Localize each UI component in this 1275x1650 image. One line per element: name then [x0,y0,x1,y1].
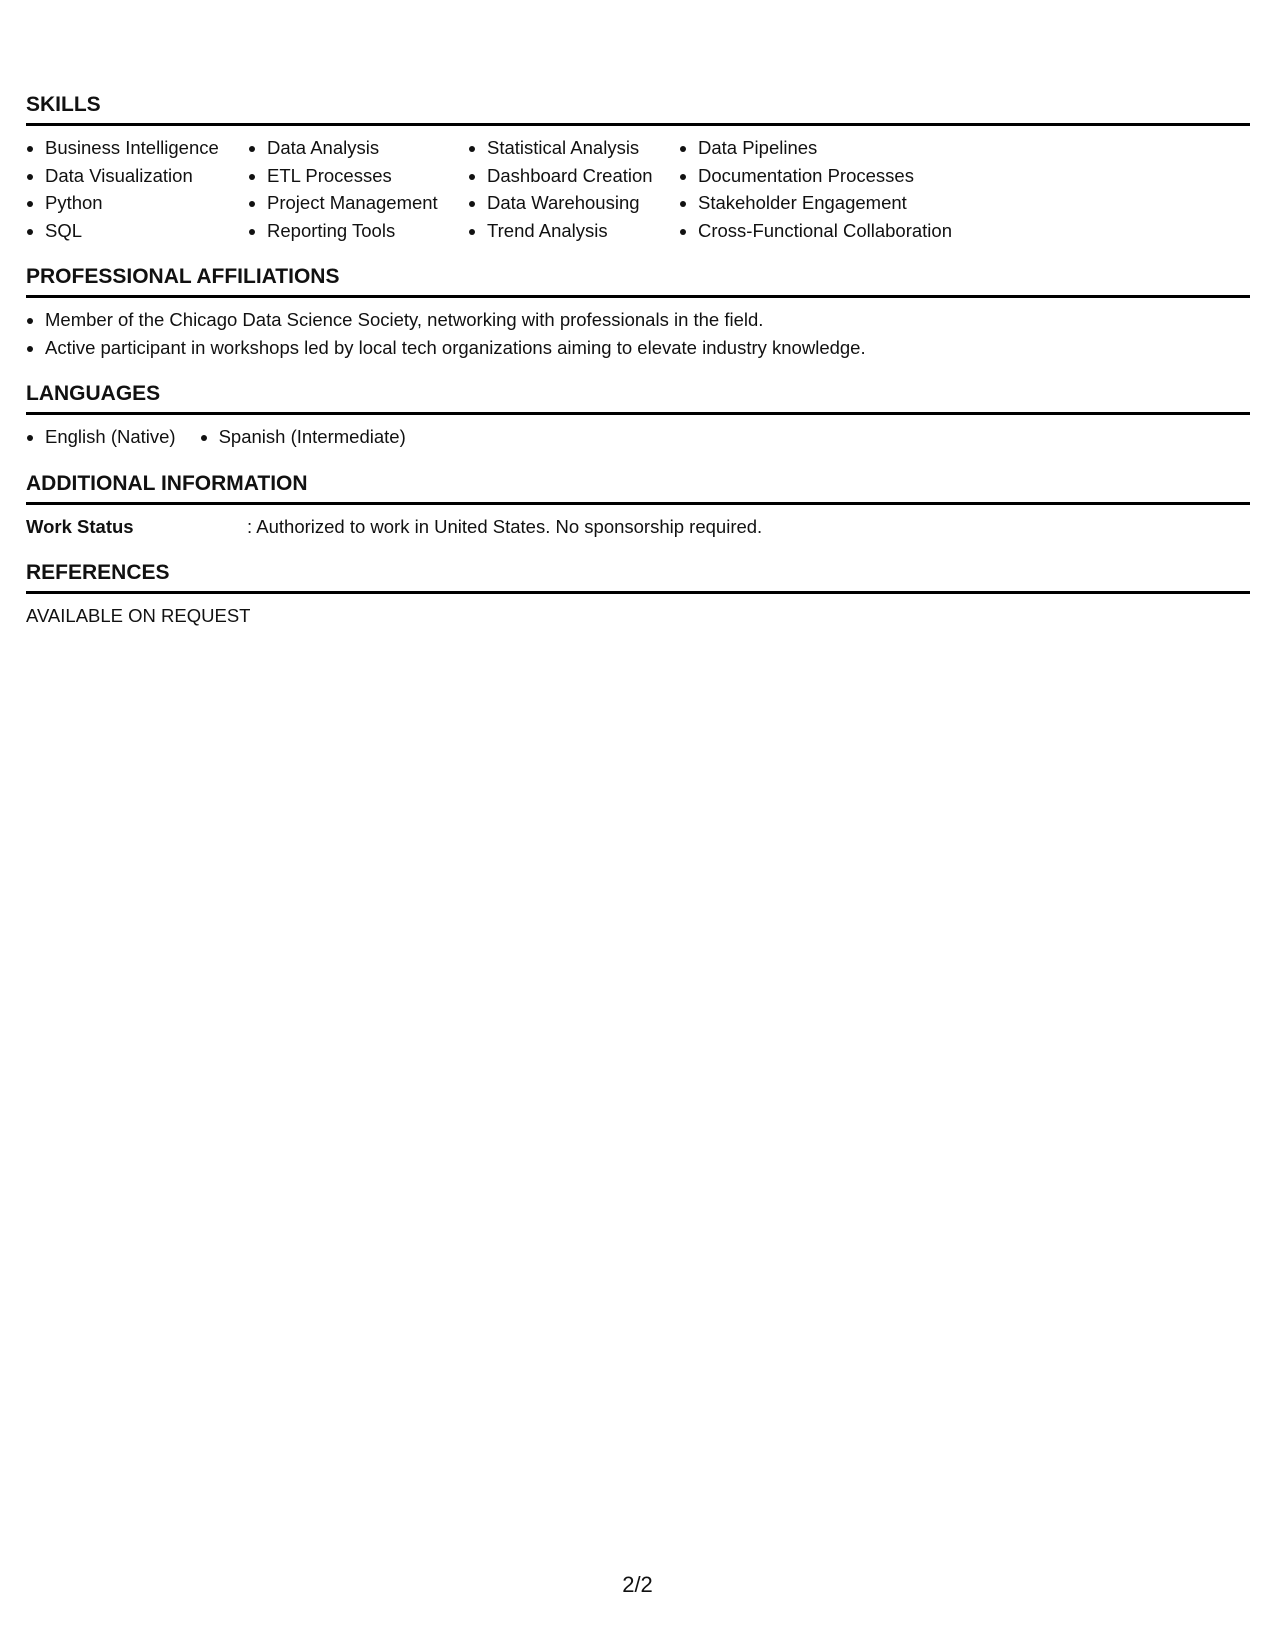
skill-item: Cross-Functional Collaboration [679,217,979,245]
work-status-row [26,513,1250,541]
section-title-additional-info: ADDITIONAL INFORMATION [26,471,308,495]
skills-grid [26,134,1250,244]
references-text: AVAILABLE ON REQUEST [26,605,251,626]
language-item: Spanish (Intermediate) [200,423,406,451]
section-divider [26,295,1250,298]
languages-section [26,381,1250,451]
section-divider [26,591,1250,594]
affiliation-item: Member of the Chicago Data Science Society, networking with professionals in the field. [26,306,1250,334]
affiliations-list [26,306,1250,361]
resume-page [26,92,1250,630]
skill-item: Data Visualization [26,162,248,190]
skill-item: Data Analysis [248,134,468,162]
skills-column [26,134,248,244]
references-section [26,560,1250,630]
skill-item: Documentation Processes [679,162,979,190]
skill-item: Data Warehousing [468,189,679,217]
skills-column [248,134,468,244]
section-title-affiliations: PROFESSIONAL AFFILIATIONS [26,265,340,288]
skill-item: SQL [26,217,248,245]
additional-info-section [26,471,1250,541]
skill-item: Python [26,189,248,217]
skills-column [468,134,679,244]
skill-item: Statistical Analysis [468,134,679,162]
skill-item: Stakeholder Engagement [679,189,979,217]
skills-section [26,92,1250,244]
skill-item: Reporting Tools [248,217,468,245]
language-item: English (Native) [26,423,176,451]
skill-item: Dashboard Creation [468,162,679,190]
skills-column [679,134,979,244]
skill-item: Trend Analysis [468,217,679,245]
work-status-label: Work Status [26,515,134,537]
skill-item: Data Pipelines [679,134,979,162]
page-number: 2/2 [622,1572,653,1597]
section-divider [26,502,1250,505]
section-title-skills: SKILLS [26,93,101,116]
section-title-languages: LANGUAGES [26,382,161,405]
affiliations-section [26,264,1250,361]
section-title-references: REFERENCES [26,561,170,584]
section-divider [26,123,1250,126]
affiliation-item: Active participant in workshops led by local tech organizations aiming to elevate industry knowledge. [26,334,1250,362]
work-status-value: : Authorized to work in United States. No sponsorship required. [247,515,763,537]
languages-list [26,423,1250,451]
skill-item: ETL Processes [248,162,468,190]
skill-item: Business Intelligence [26,134,248,162]
section-divider [26,412,1250,415]
skill-item: Project Management [248,189,468,217]
